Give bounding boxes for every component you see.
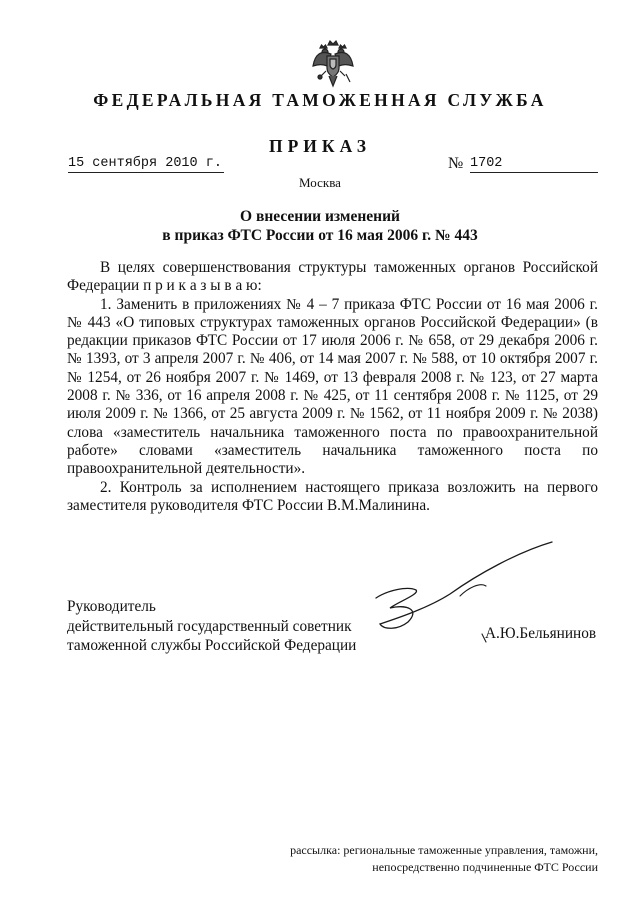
- order-date: 15 сентября 2010 г.: [68, 156, 222, 171]
- order-number: 1702: [470, 155, 598, 173]
- document-type-title: ПРИКАЗ: [268, 136, 372, 156]
- position-line-2: действительный государственный советник: [67, 617, 352, 635]
- agency-name: ФЕДЕРАЛЬНАЯ ТАМОЖЕННАЯ СЛУЖБА: [93, 90, 547, 110]
- subject-line-1: О внесении изменений: [240, 208, 400, 225]
- mailing-list: [290, 842, 598, 876]
- position-line-1: Руководитель: [67, 598, 156, 615]
- preamble-paragraph: В целях совершенствования структуры таможенных органов Российской Федерации п р и к а з ы в а ю:: [67, 259, 598, 295]
- city-name: Москва: [299, 175, 341, 190]
- order-subject: [0, 207, 640, 245]
- item-1-paragraph: 1. Заменить в приложениях № 4 – 7 приказа ФТС России от 16 мая 2006 г. № 443 «О типовых структурах таможенных органов Российской Федерации» (в редакции приказов ФТС России от 17 июля 2006 г. № 658, от 29 декабря 2006 г. № 1393, от 3 апреля 2007 г. № 406, от 14 мая 2007 г. № 588, от 10 октября 2007 г. № 1254, от 26 ноября 2007 г. № 1469, от 13 февраля 2008 г. № 123, от 27 марта 2008 г. № 336, от 16 апреля 2008 г. № 425, от 11 сентября 2008 г. № 1125, от 29 июля 2009 г. № 1366, от 25 августа 2009 г. № 1562, от 11 ноября 2009 г. № 2038) слова «заместитель начальника таможенного поста по правоохранительной работе» словами «заместитель начальника таможенного поста по правоохранительной деятельности».: [67, 295, 598, 478]
- mailing-line-2: непосредственно подчиненные ФТС России: [372, 860, 598, 874]
- item-2-paragraph: 2. Контроль за исполнением настоящего приказа возложить на первого заместителя руководителя ФТС России В.М.Малинина.: [67, 478, 598, 514]
- subject-line-2: в приказ ФТС России от 16 мая 2006 г. № 443: [162, 227, 478, 244]
- order-body: [67, 259, 598, 515]
- signer-position: [67, 597, 356, 656]
- signer-name: А.Ю.Бельянинов: [485, 625, 597, 642]
- order-number-label: №: [448, 155, 464, 172]
- mailing-line-1: рассылка: региональные таможенные управления, таможни,: [290, 843, 598, 857]
- coat-of-arms-icon: [311, 38, 355, 88]
- position-line-3: таможенной службы Российской Федерации: [67, 637, 357, 654]
